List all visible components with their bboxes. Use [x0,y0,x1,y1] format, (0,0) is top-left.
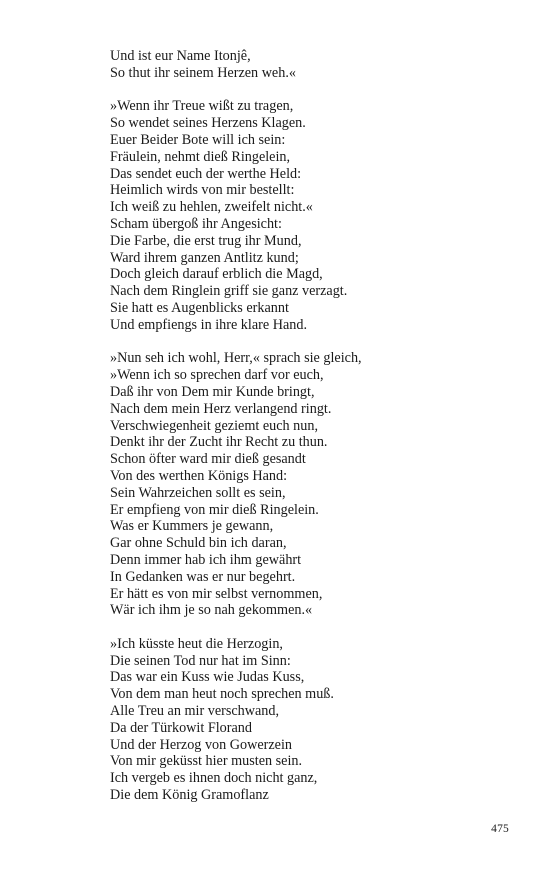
verse-line: Alle Treu an mir verschwand, [110,703,280,720]
page-number: 475 [491,823,509,835]
stanza [110,48,510,82]
verse-line: »Wenn ihr Treue wißt zu tragen, [110,98,294,115]
verse-line: Er empfieng von mir dieß Ringelein. [110,501,319,518]
verse-line: Ward ihrem ganzen Antlitz kund; [110,249,299,266]
verse-line: In Gedanken was er nur begehrt. [110,568,296,585]
verse-line: So wendet seines Herzens Klagen. [110,115,306,132]
verse-line: Und ist eur Name Itonjê, [110,48,251,64]
verse-line: Scham übergoß ihr Angesicht: [110,215,282,232]
verse-line: Denn immer hab ich ihm gewährt [110,551,302,568]
verse-line: Von mir geküsst hier musten sein. [110,753,303,770]
verse-line: Denkt ihr der Zucht ihr Recht zu thun. [110,434,328,451]
verse-line: Fräulein, nehmt dieß Ringelein, [110,148,291,165]
verse-line: Von des werthen Königs Hand: [110,467,288,484]
verse-line: Die dem König Gramoflanz [110,787,269,804]
verse-line: Er hätt es von mir selbst vernommen, [110,585,323,602]
verse-line: Sein Wahrzeichen sollt es sein, [110,484,286,501]
verse-line: Ich weiß zu hehlen, zweifelt nicht.« [110,199,313,216]
verse-line: Die seinen Tod nur hat im Sinn: [110,652,291,669]
stanza [110,350,510,619]
stanza [110,98,510,333]
verse-line: »Nun seh ich wohl, Herr,« sprach sie gleich, [110,350,362,367]
verse-line: Und der Herzog von Gowerzein [110,736,293,753]
verse-line: Euer Beider Bote will ich sein: [110,131,286,148]
verse-line: Gar ohne Schuld bin ich daran, [110,535,287,552]
verse-line: Nach dem mein Herz verlangend ringt. [110,400,332,417]
verse-line: »Wenn ich so sprechen darf vor euch, [110,367,324,384]
verse-line: Was er Kummers je gewann, [110,518,274,535]
verse-line: Das sendet euch der werthe Held: [110,165,302,182]
verse-line: Die Farbe, die erst trug ihr Mund, [110,232,302,249]
verse-line: Doch gleich darauf erblich die Magd, [110,266,323,283]
verse-line: Das war ein Kuss wie Judas Kuss, [110,669,305,686]
verse-line: Ich vergeb es ihnen doch nicht ganz, [110,770,318,787]
verse-line: Wär ich ihm je so nah gekommen.« [110,602,313,619]
verse-line: Von dem man heut noch sprechen muß. [110,686,334,703]
verse-line: Daß ihr von Dem mir Kunde bringt, [110,383,315,400]
verse-line: Da der Türkowit Florand [110,719,252,736]
verse-line: Sie hatt es Augenblicks erkannt [110,299,289,316]
verse-line: Schon öfter ward mir dieß gesandt [110,451,306,468]
verse-line: Nach dem Ringlein griff sie ganz verzagt. [110,283,348,300]
verse-line: »Ich küsste heut die Herzogin, [110,635,283,652]
verse-line: So thut ihr seinem Herzen weh.« [110,64,296,81]
verse-line: Verschwiegenheit geziemt euch nun, [110,417,319,434]
verse-line: Heimlich wirds von mir bestellt: [110,182,295,199]
stanza [110,636,510,804]
poem-text-block [110,48,510,821]
verse-line: Und empfiengs in ihre klare Hand. [110,316,307,333]
